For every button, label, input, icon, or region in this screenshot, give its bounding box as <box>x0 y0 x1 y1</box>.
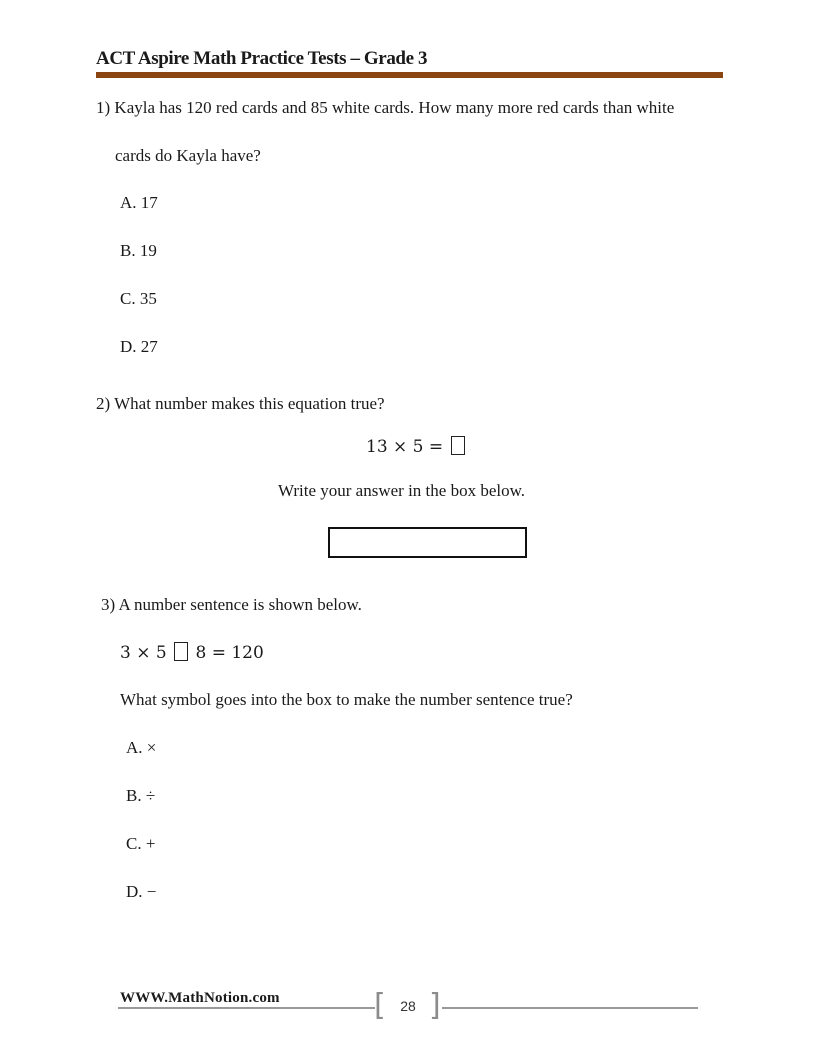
footer-rule-left <box>118 1007 375 1009</box>
question-3-option-b: B. ÷ <box>126 786 156 805</box>
answer-box[interactable] <box>328 527 527 558</box>
page-header-title: ACT Aspire Math Practice Tests – Grade 3 <box>96 48 428 69</box>
footer-website: WWW.MathNotion.com <box>120 990 280 1006</box>
question-1-option-c: C. 35 <box>120 289 157 308</box>
sentence-left: 3 × 5 <box>120 643 167 663</box>
question-1-option-b: B. 19 <box>120 241 157 260</box>
footer-rule-right <box>442 1007 698 1009</box>
question-3-text: 3) A number sentence is shown below. <box>101 595 362 614</box>
question-3-option-c: C. + <box>126 834 156 853</box>
question-2-equation <box>366 436 467 457</box>
sentence-blank-box <box>174 642 188 661</box>
left-bracket-icon: [ <box>374 988 386 1023</box>
header-rule <box>96 72 723 78</box>
question-3-question: What symbol goes into the box to make the number sentence true? <box>120 690 573 709</box>
question-1-text: 1) Kayla has 120 red cards and 85 white cards. How many more red cards than white <box>96 98 675 117</box>
sentence-right: 8 = 120 <box>195 643 264 663</box>
page-number: 28 <box>400 998 416 1014</box>
equation-blank-box <box>451 436 465 455</box>
right-bracket-icon: ] <box>429 988 441 1023</box>
question-1-text-cont: cards do Kayla have? <box>115 146 261 165</box>
question-3-number-sentence <box>120 642 264 663</box>
question-3-option-a: A. × <box>126 738 157 757</box>
question-1-option-a: A. 17 <box>120 193 158 212</box>
question-2-instruction: Write your answer in the box below. <box>278 481 526 500</box>
equation-expression: 13 × 5 = <box>366 437 444 457</box>
question-3-option-d: D. − <box>126 882 157 901</box>
question-1-option-d: D. 27 <box>120 337 158 356</box>
question-2-text: 2) What number makes this equation true? <box>96 394 385 413</box>
